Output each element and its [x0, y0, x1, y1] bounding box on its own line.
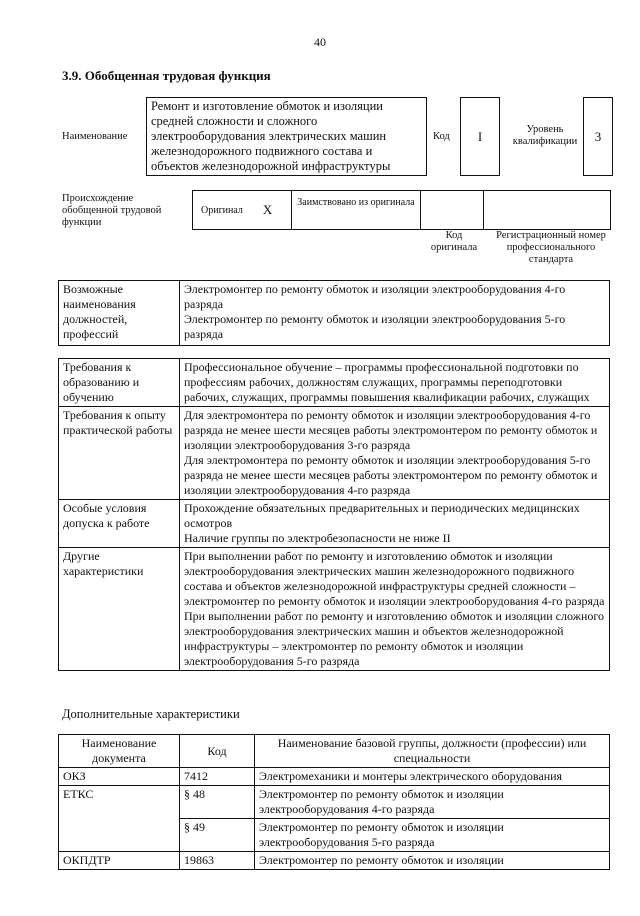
header-doc: Наименование документа	[59, 735, 180, 768]
cell-doc: ЕТКС	[59, 786, 180, 852]
req-label: Другие характеристики	[59, 548, 180, 671]
name-label: Наименование	[62, 131, 128, 142]
code-label: Код	[433, 131, 450, 142]
code-value-box: I	[460, 97, 500, 176]
positions-value	[180, 281, 610, 346]
original-mark: X	[262, 202, 273, 217]
header-name: Наименование базовой группы, должности (профессии) или специальности	[255, 735, 610, 768]
reg-number-cell	[483, 190, 611, 230]
requirements-table	[58, 358, 610, 671]
req-line: Для электромонтера по ремонту обмоток и изоляции электрооборудования 5-го разряда не менее шести месяцев работы электромонтером по ремонту обмоток и изоляции электрооборудования 4-го разряда	[184, 453, 598, 497]
req-label: Особые условия допуска к работе	[59, 500, 180, 548]
req-label: Требования к опыту практической работы	[59, 407, 180, 500]
level-value-box: 3	[583, 97, 613, 176]
origin-original-cell	[192, 190, 292, 230]
cell-code: § 49	[180, 819, 255, 852]
req-line: Профессиональное обучение – программы профессиональной подготовки по профессиям рабочих, должностям служащих, программы переподготовки рабочих, служащих, программы повышения квалификации рабочих, служащих	[184, 360, 590, 404]
position-line: Электромонтер по ремонту обмоток и изоляции электрооборудования 5-го разряда	[184, 312, 566, 341]
table-row	[59, 852, 610, 870]
original-code-cell	[420, 190, 484, 230]
cell-name: Электромонтер по ремонту обмоток и изоляции электрооборудования 5-го разряда	[255, 819, 610, 852]
req-line: Для электромонтера по ремонту обмоток и изоляции электрооборудования 4-го разряда не менее шести месяцев работы электромонтером по ремонту обмоток и изоляции электрооборудования 3-го разряда	[184, 408, 598, 452]
table-row	[59, 500, 610, 548]
cell-name: Электромонтер по ремонту обмоток и изоляции электрооборудования 4-го разряда	[255, 786, 610, 819]
req-line: Наличие группы по электробезопасности не ниже II	[184, 531, 451, 545]
cell-name: Электромеханики и монтеры электрического оборудования	[255, 768, 610, 786]
req-value	[180, 407, 610, 500]
origin-label: Происхождение обобщенной трудовой функции	[62, 193, 162, 228]
cell-doc: ОКПДТР	[59, 852, 180, 870]
position-line: Электромонтер по ремонту обмоток и изоляции электрооборудования 4-го разряда	[184, 282, 566, 311]
function-name-box: Ремонт и изготовление обмоток и изоляции средней сложности и сложного электрооборудования электрических машин железнодорожного подвижного состава и объектов железнодорожной инфраструктуры	[146, 97, 427, 176]
cell-code: § 48	[180, 786, 255, 819]
positions-table	[58, 280, 610, 346]
table-row	[59, 407, 610, 500]
req-value	[180, 548, 610, 671]
additional-title: Дополнительные характеристики	[62, 707, 240, 721]
req-line: При выполнении работ по ремонту и изготовлению обмоток и изоляции электрооборудования электрических машин железнодорожного подвижного состава и объектов железнодорожной инфраструктуры средней сложности – электромонтер по ремонту обмоток и изоляции электрооборудования 4-го разряда	[184, 549, 605, 608]
borrowed-cell: Заимствовано из оригинала	[291, 190, 421, 230]
origin-row	[193, 190, 613, 230]
cell-doc: ОКЗ	[59, 768, 180, 786]
table-row	[59, 359, 610, 407]
section-title: 3.9. Обобщенная трудовая функция	[62, 68, 271, 83]
table-header-row	[59, 735, 610, 768]
table-row	[59, 768, 610, 786]
cell-code: 19863	[180, 852, 255, 870]
cell-code: 7412	[180, 768, 255, 786]
reg-caption: Регистрационный номер профессионального стандарта	[496, 230, 606, 265]
req-label: Требования к образованию и обучению	[59, 359, 180, 407]
cell-name: Электромонтер по ремонту обмоток и изоляции	[255, 852, 610, 870]
req-value	[180, 359, 610, 407]
req-value	[180, 500, 610, 548]
positions-label: Возможные наименования должностей, профессий	[59, 281, 180, 346]
header-code: Код	[180, 735, 255, 768]
page-number: 40	[314, 35, 326, 49]
req-line: При выполнении работ по ремонту и изготовлению обмоток и изоляции сложного электрооборудования электрических машин и объектов железнодорожной инфраструктуры – электромонтер по ремонту обмоток и изоляции электрооборудования 5-го разряда	[184, 609, 605, 668]
req-line: Прохождение обязательных предварительных и периодических медицинских осмотров	[184, 501, 580, 530]
table-row	[59, 786, 610, 819]
code-caption: Код оригинала	[430, 230, 478, 253]
table-row	[59, 281, 610, 346]
original-label: Оригинал	[201, 204, 243, 216]
table-row	[59, 548, 610, 671]
level-label: Уровень квалификации	[512, 124, 578, 147]
additional-table	[58, 734, 610, 870]
